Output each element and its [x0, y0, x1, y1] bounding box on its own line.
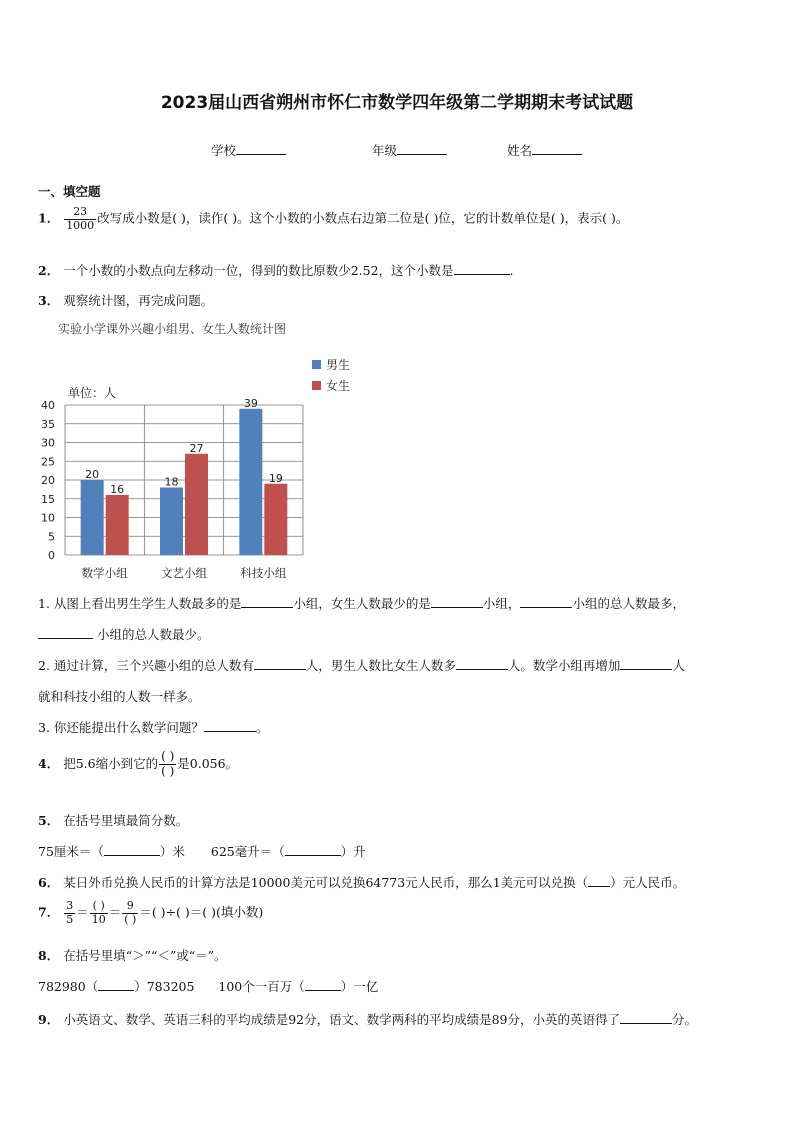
equals-sign: ＝: [76, 904, 89, 920]
legend-label: 男生: [326, 358, 351, 372]
question-5-answers: [38, 842, 366, 860]
question-text: ）米: [159, 844, 185, 859]
question-number: 1．: [38, 210, 60, 226]
question-5: [38, 811, 188, 829]
question-7: [38, 900, 263, 926]
sub-question-2-cont: [38, 687, 201, 705]
fraction-numerator: 3: [66, 899, 74, 912]
question-text: ）升: [340, 844, 366, 859]
x-tick-label: 文艺小组: [161, 566, 207, 580]
question-tail: .: [509, 263, 514, 278]
fraction-denominator[interactable]: ( ): [161, 763, 175, 778]
question-text: 75厘米＝（: [38, 844, 104, 859]
sub-question-text: 小组，: [482, 596, 521, 611]
question-9: [38, 1010, 697, 1028]
section-heading: 一、填空题: [38, 184, 101, 199]
answer-blank[interactable]: [620, 1010, 672, 1024]
y-tick-label: 15: [41, 492, 55, 506]
sub-question-1: [38, 594, 685, 612]
x-tick-label: 科技小组: [240, 566, 287, 580]
question-text: ＝( )÷( )＝( )(填小数): [139, 904, 264, 920]
grade-blank[interactable]: [397, 141, 447, 155]
question-text: ）元人民币。: [610, 875, 686, 890]
y-tick-label: 30: [41, 436, 55, 450]
sub-question-text: 小组的总人数最多，: [572, 596, 685, 611]
question-text: 是0.056。: [177, 755, 239, 771]
fraction: [90, 900, 108, 926]
question-number: 5．: [38, 813, 60, 828]
y-tick-label: 20: [41, 474, 55, 487]
answer-blank[interactable]: [520, 594, 572, 608]
question-4: [38, 750, 238, 779]
fraction-numerator[interactable]: ( ): [161, 749, 175, 763]
question-number: 3．: [38, 293, 60, 308]
answer-blank[interactable]: [431, 594, 483, 608]
data-label: 20: [85, 468, 100, 481]
y-tick-label: 0: [48, 549, 55, 562]
question-number: 4．: [38, 755, 60, 771]
data-label: 19: [268, 471, 283, 485]
fraction-numerator[interactable]: ( ): [90, 900, 108, 914]
name-label: 姓名: [507, 143, 533, 158]
data-label: 18: [164, 475, 179, 489]
answer-blank[interactable]: [38, 625, 93, 639]
bar-girls: [106, 495, 129, 555]
sub-question-2: [38, 656, 685, 674]
grade-label: 年级: [372, 143, 398, 158]
question-1: [38, 206, 628, 232]
question-number: 8．: [38, 948, 60, 963]
question-text: 一个小数的小数点向左移动一位，得到的数比原数少2.52，这个小数是: [63, 263, 454, 278]
question-text: 分。: [672, 1012, 698, 1027]
legend-swatch: [312, 360, 321, 369]
bar-boys: [81, 480, 104, 555]
question-text: 782980（: [38, 979, 99, 994]
equals-sign: ＝: [108, 904, 122, 920]
question-8-answers: [38, 977, 378, 995]
answer-blank[interactable]: [588, 873, 610, 887]
answer-blank[interactable]: [454, 261, 510, 275]
question-text: 在括号里填最简分数。: [63, 813, 189, 828]
answer-blank[interactable]: [241, 594, 293, 608]
y-tick-label: 5: [48, 530, 55, 544]
question-6: [38, 873, 685, 891]
question-text: 100个一百万（: [218, 979, 305, 994]
sub-question-text: 人，男生人数比女生人数多: [305, 658, 456, 673]
question-text: ）一亿: [340, 979, 379, 994]
y-tick-label: 35: [41, 417, 55, 431]
sub-question-text: 人。数学小组再增加: [507, 658, 621, 673]
fraction: [64, 206, 96, 232]
question-text: 观察统计图，再完成问题。: [63, 293, 214, 308]
data-label: 39: [243, 396, 258, 410]
question-number: 7．: [38, 904, 60, 920]
question-text: 小英语文、数学、英语三科的平均成绩是92分，语文、数学两科的平均成绩是89分，小英的英语得了: [63, 1012, 621, 1027]
bar-girls: [185, 454, 208, 555]
sub-question-text: 就和科技小组的人数一样多。: [38, 689, 201, 704]
grade-field: [372, 141, 447, 159]
sub-question-text: 3. 你还能提出什么数学问题？: [38, 720, 204, 735]
question-number: 2．: [38, 263, 60, 278]
answer-blank[interactable]: [620, 656, 672, 670]
bar-boys: [239, 409, 262, 555]
question-text: 改写成小数是( )，读作( )。这个小数的小数点右边第二位是( )位，它的计数单位是( )，表示( )。: [97, 210, 629, 226]
chart-title: 实验小学课外兴趣小组男、女生人数统计图: [58, 322, 287, 336]
question-text: ）783205: [134, 979, 195, 994]
sub-question-text: 。: [255, 720, 269, 735]
school-field: [211, 141, 286, 159]
question-number: 9．: [38, 1012, 60, 1027]
answer-blank[interactable]: [254, 656, 306, 670]
fraction-denominator: 5: [66, 912, 74, 926]
question-8: [38, 946, 227, 964]
y-tick-label: 40: [41, 399, 55, 412]
school-blank[interactable]: [236, 141, 286, 155]
sub-question-3: [38, 718, 268, 736]
sub-question-1-cont: [38, 625, 210, 643]
fraction-denominator[interactable]: ( ): [124, 912, 137, 926]
question-text: 某日外币兑换人民币的计算方法是10000美元可以兑换64773元人民币，那么1美元可以兑换（: [63, 875, 589, 890]
bar-girls: [264, 484, 287, 555]
answer-blank[interactable]: [104, 842, 160, 856]
data-label: 27: [189, 441, 204, 455]
bar-boys: [160, 488, 183, 556]
fraction-denominator: 10: [91, 912, 106, 926]
sub-question-text: 1. 从图上看出男生学生人数最多的是: [38, 596, 242, 611]
fraction: [159, 750, 176, 779]
question-text: 把5.6缩小到它的: [63, 755, 159, 771]
y-tick-label: 25: [41, 455, 55, 469]
legend-label: 女生: [326, 379, 351, 393]
sub-question-text: 人: [672, 658, 685, 673]
question-text: 625毫升＝（: [210, 844, 285, 859]
legend-swatch: [312, 381, 321, 390]
school-label: 学校: [211, 143, 237, 158]
data-label: 16: [110, 483, 125, 496]
fraction-numerator: 23: [64, 206, 96, 220]
answer-blank[interactable]: [456, 656, 508, 670]
fraction-numerator: 9: [122, 900, 138, 914]
name-blank[interactable]: [532, 141, 582, 155]
question-3: [38, 291, 213, 309]
fraction: [64, 900, 75, 926]
answer-blank[interactable]: [204, 718, 256, 732]
sub-question-text: 小组的总人数最少。: [96, 627, 210, 642]
y-tick-label: 10: [41, 511, 55, 525]
answer-blank[interactable]: [305, 977, 341, 991]
fraction-denominator: 1000: [66, 218, 95, 232]
answer-blank[interactable]: [98, 977, 134, 991]
question-text: 在括号里填“＞”“＜”或“＝”。: [63, 948, 227, 963]
answer-blank[interactable]: [285, 842, 341, 856]
y-axis-label: 单位：人: [68, 386, 117, 400]
x-tick-label: 数学小组: [81, 566, 128, 580]
question-number: 6．: [38, 875, 60, 890]
bar-chart: [30, 350, 370, 585]
name-field: [507, 141, 582, 159]
page-title: 2023届山西省朔州市怀仁市数学四年级第二学期期末考试试题: [160, 93, 634, 113]
question-2: [38, 261, 514, 279]
sub-question-text: 小组，女生人数最少的是: [293, 596, 431, 611]
fraction: [122, 900, 138, 926]
sub-question-text: 2. 通过计算，三个兴趣小组的总人数有: [38, 658, 254, 673]
